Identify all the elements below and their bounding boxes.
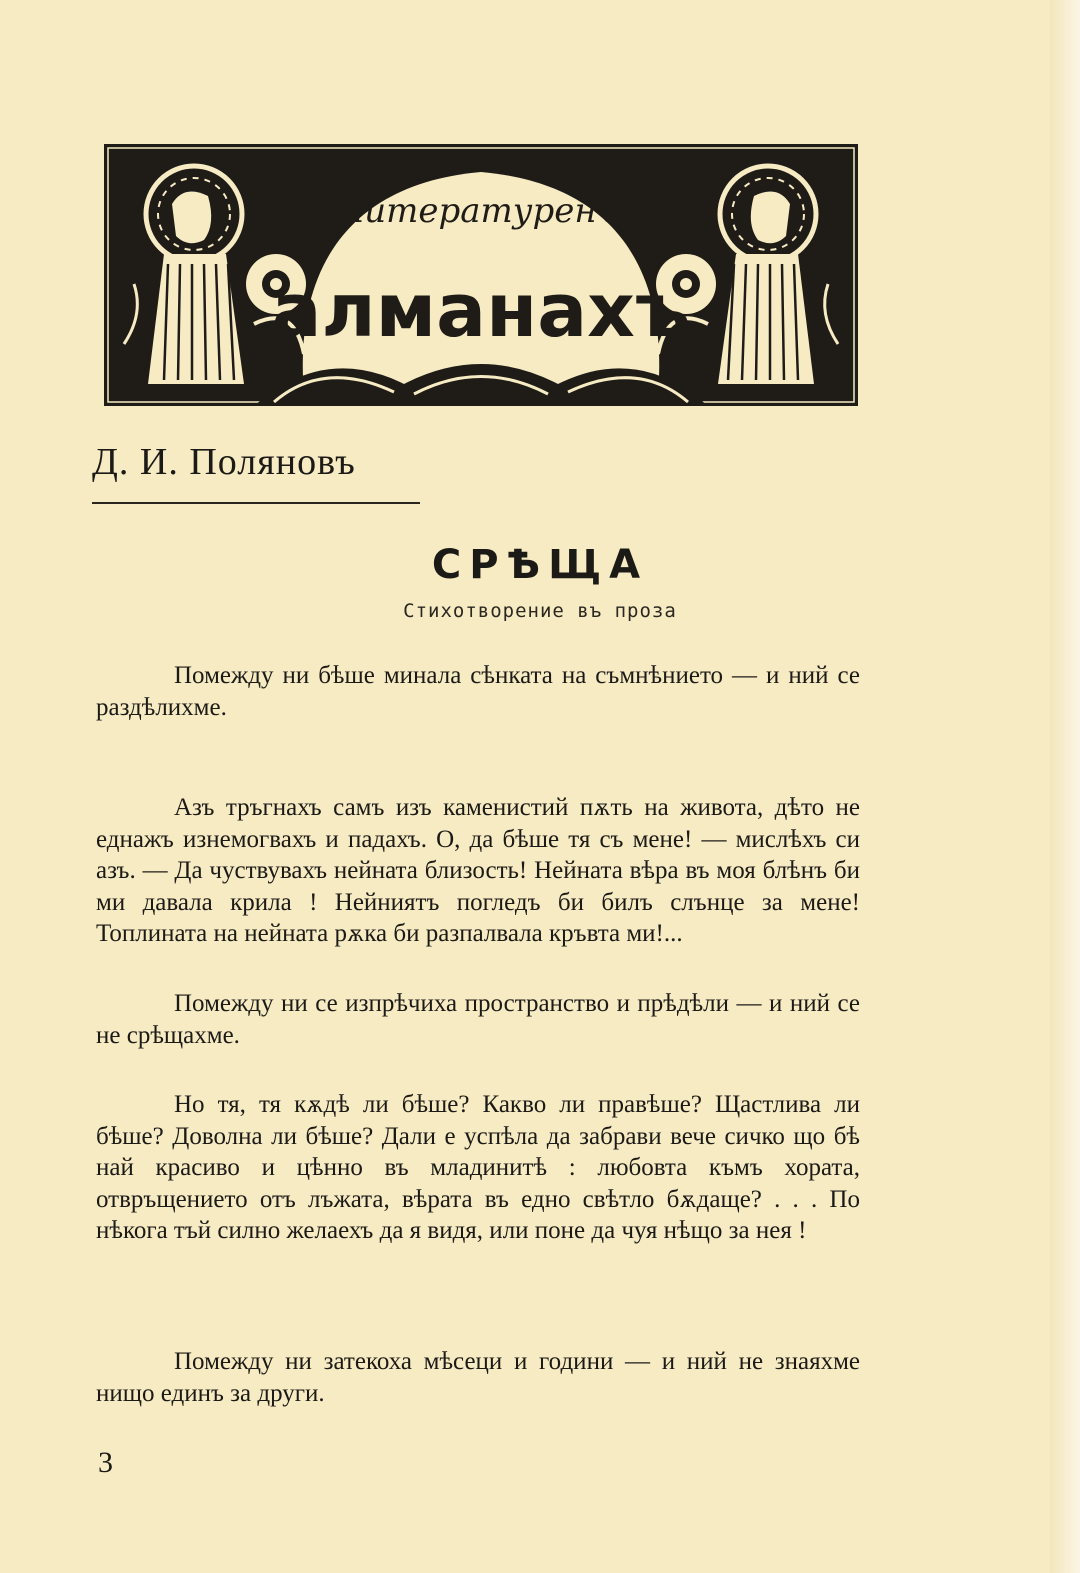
- masthead-art: [104, 144, 858, 406]
- page-number: 3: [98, 1446, 113, 1479]
- poem-subtitle: Стихотворение въ проза: [403, 600, 677, 622]
- paragraph-3: Помежду ни се изпрѣчиха пространство и прѣдѣли — и ний се не срѣщахме.: [96, 990, 860, 1049]
- masthead-illustration: [104, 144, 858, 406]
- page-edge: [1050, 0, 1080, 1573]
- paragraph-4: Но тя, тя кѫдѣ ли бѣше? Какво ли правѣше? Щастлива ли бѣше? Доволна ли бѣше? Дали е успѣла да забрави вече сичко що бѣ най красиво и цѣнно въ младинитѣ : любовта къмъ хората, отвръщението отъ лъжата, вѣрата въ едно свѣтло бѫдаще? . . . По нѣкога тъй силно желаехъ да я видя, или поне да чуя нѣщо за нея !: [96, 1091, 860, 1245]
- poem-title: СРѢЩА: [431, 542, 649, 588]
- author-underline: [92, 502, 420, 504]
- masthead-line1: литературенъ: [342, 191, 620, 231]
- author-name: Д. И. Поляновъ: [92, 441, 356, 483]
- masthead-line2: алманахъ: [271, 268, 691, 354]
- paragraph-2: Азъ тръгнахъ самъ изъ каменистий пѫть на живота, дѣто не еднажъ изнемогвахъ и падахъ. О, да бѣше тя съ мене! — мислѣхъ си азъ. — Да чуствувахъ нейната близость! Нейната вѣра въ моя блѣнъ би ми давала крила ! Нейниятъ погледъ би билъ слънце за мене! Топлината на нейната рѫка би разпалвала кръвта ми!...: [96, 794, 860, 948]
- paragraph-5: Помежду ни затекоха мѣсеци и години — и ний не знаяхме нищо единъ за други.: [96, 1348, 860, 1407]
- paragraph-1: Помежду ни бѣше минала сѣнката на съмнѣнието — и ний се раздѣлихме.: [96, 662, 860, 721]
- author-block: [92, 440, 422, 510]
